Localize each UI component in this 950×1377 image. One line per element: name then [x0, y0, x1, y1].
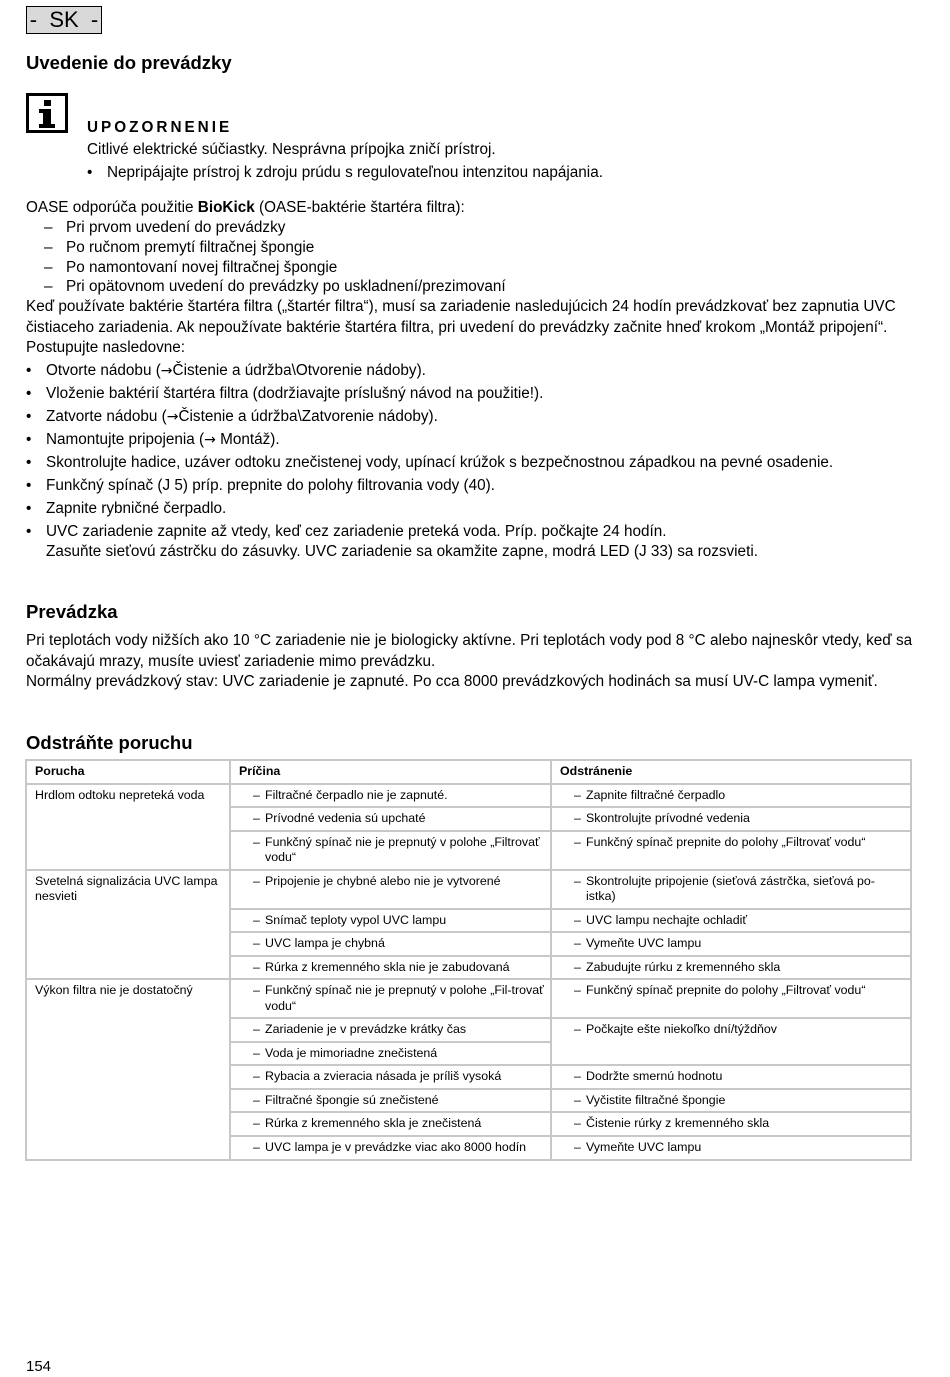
header-cause: Príčina — [230, 760, 551, 784]
cause-cell: – Rúrka z kremenného skla je znečistená — [230, 1112, 551, 1136]
fix-cell: – Vymeňte UVC lampu — [551, 932, 911, 956]
fix-cell: – Vymeňte UVC lampu — [551, 1136, 911, 1161]
list-item: – Pri prvom uvedení do prevádzky — [44, 219, 286, 236]
notice-text: Citlivé elektrické súčiastky. Nesprávna prípojka zničí prístroj. — [87, 141, 496, 158]
page-number: 154 — [26, 1358, 52, 1375]
cause-cell: – Rybacia a zvieracia násada je príliš vysoká — [230, 1065, 551, 1089]
table-row — [26, 979, 911, 1018]
cause-cell: – Zariadenie je v prevádzke krátky čas — [230, 1018, 551, 1042]
cause-cell: – Voda je mimoriadne znečistená — [230, 1042, 551, 1066]
operation-text — [26, 631, 926, 693]
fix-cell: – Zabudujte rúrku z kremenného skla — [551, 956, 911, 980]
fix-cell: – Zapnite filtračné čerpadlo — [551, 784, 911, 808]
operation-para-2: Normálny prevádzkový stav: UVC zariadenie je zapnuté. Po cca 8000 prevádzkových hodinách sa musí UV-C lampa vymeniť. — [26, 673, 878, 690]
info-icon — [26, 93, 68, 133]
starter-paragraph: Keď používate baktérie štartéra filtra („štartér filtra“), musí sa zariadenie nasledujúcich 24 hodín prevádzkovať bez zapnutia UVC čistiaceho zariadenia. Ak nepoužívate baktérie štartéra filtra, pri uvedení do prevádzky začnite hneď krokom „Montáž pripojení“. — [26, 298, 896, 336]
cause-cell: – Filtračné špongie sú znečistené — [230, 1089, 551, 1113]
fix-cell: – Dodržte smernú hodnotu — [551, 1065, 911, 1089]
arrow-right-icon: → — [160, 362, 173, 379]
fix-cell: – Skontrolujte prívodné vedenia — [551, 807, 911, 831]
cause-cell: – Pripojenie je chybné alebo nie je vytvorené — [230, 870, 551, 909]
step-item: • Zapnite rybničné čerpadlo. — [26, 499, 227, 517]
list-item: – Po ručnom premytí filtračnej špongie — [44, 238, 315, 256]
bullet-icon: • — [87, 164, 93, 181]
fix-cell: – Funkčný spínač prepnite do polohy „Filtrovať vodu“ — [551, 831, 911, 870]
cause-cell: – Prívodné vedenia sú upchaté — [230, 807, 551, 831]
arrow-right-icon: → — [166, 408, 179, 425]
cause-cell: – Funkčný spínač nie je prepnutý v polohe „Fil-trovať vodu“ — [230, 979, 551, 1018]
step-item: • Namontujte pripojenia (→ Montáž). — [26, 430, 280, 448]
step-item: • Funkčný spínač (J 5) príp. prepnite do polohy filtrovania vody (40). — [26, 476, 495, 494]
cause-cell: – Snímač teploty vypol UVC lampu — [230, 909, 551, 933]
biokick-intro — [26, 198, 926, 565]
section-title-commissioning: Uvedenie do prevádzky — [26, 52, 232, 73]
header-fault: Porucha — [26, 760, 230, 784]
header-fix: Odstránenie — [551, 760, 911, 784]
notice-title: UPOZORNENIE — [87, 119, 233, 136]
cause-cell: – Funkčný spínač nie je prepnutý v polohe „Filtrovať vodu“ — [230, 831, 551, 870]
table-row — [26, 784, 911, 808]
fix-cell: – UVC lampu nechajte ochladiť — [551, 909, 911, 933]
cause-cell: – Filtračné čerpadlo nie je zapnuté. — [230, 784, 551, 808]
step-item: • Vloženie baktérií štartéra filtra (dodržiavajte príslušný návod na použitie!). — [26, 384, 544, 402]
arrow-right-icon: → — [204, 431, 216, 448]
section-title-operation: Prevádzka — [26, 601, 118, 622]
section-title-troubleshooting: Odstráňte poruchu — [26, 732, 193, 753]
step-item: • Skontrolujte hadice, uzáver odtoku znečistenej vody, upínací krúžok s bezpečnostnou západkou na pevné osadenie. — [26, 453, 834, 471]
fix-cell: – Funkčný spínač prepnite do polohy „Filtrovať vodu“ — [551, 979, 911, 1018]
cause-cell: – Rúrka z kremenného skla nie je zabudovaná — [230, 956, 551, 980]
fix-cell: – Čistenie rúrky z kremenného skla — [551, 1112, 911, 1136]
fix-cell: – Počkajte ešte niekoľko dní/týždňov — [551, 1018, 911, 1065]
operation-para-1: Pri teplotách vody nižších ako 10 °C zariadenie nie je biologicky aktívne. Pri teplotách vody pod 8 °C alebo najneskôr vtedy, keď sa očakávajú mrazy, musíte uviesť zariadenie mimo prevádzku. — [26, 632, 913, 670]
list-item: – Po namontovaní novej filtračnej špongie — [44, 258, 338, 276]
fault-cell: Výkon filtra nie je dostatočný — [26, 979, 230, 1160]
steps-intro: Postupujte nasledovne: — [26, 339, 186, 357]
step-item: • Otvorte nádobu (→Čistenie a údržba\Otvorenie nádoby). — [26, 361, 426, 379]
step-item: • UVC zariadenie zapnite až vtedy, keď cez zariadenie preteká voda. Príp. počkajte 24 hodín. Zasuňte sieťovú zástrčku do zásuvky. UVC zariadenie sa okamžite zapne, modrá LED (J 33) sa rozsvieti. — [26, 522, 758, 560]
steps-list — [26, 361, 926, 562]
brand-name: BioKick — [197, 199, 255, 216]
language-tag: - SK - — [26, 6, 102, 34]
fault-cell: Hrdlom odtoku nepreteká voda — [26, 784, 230, 870]
cause-cell: – UVC lampa je chybná — [230, 932, 551, 956]
step-item: • Zatvorte nádobu (→Čistenie a údržba\Zatvorenie nádoby). — [26, 407, 438, 425]
fix-cell: – Vyčistite filtračné špongie — [551, 1089, 911, 1113]
fix-cell: – Skontrolujte pripojenie (sieťová zástrčka, sieťová po-istka) — [551, 870, 911, 909]
fault-cell: Svetelná signalizácia UVC lampa nesvieti — [26, 870, 230, 980]
table-header-row — [26, 760, 911, 784]
table-row — [26, 870, 911, 909]
recommendation-list — [26, 218, 926, 297]
cause-cell: – UVC lampa je v prevádzke viac ako 8000 hodín — [230, 1136, 551, 1161]
troubleshooting-table — [25, 759, 912, 1161]
list-item: – Pri opätovnom uvedení do prevádzky po uskladnení/prezimovaní — [44, 278, 506, 296]
intro-line: OASE odporúča použitie BioKick (OASE-baktérie štartéra filtra): — [26, 199, 465, 216]
